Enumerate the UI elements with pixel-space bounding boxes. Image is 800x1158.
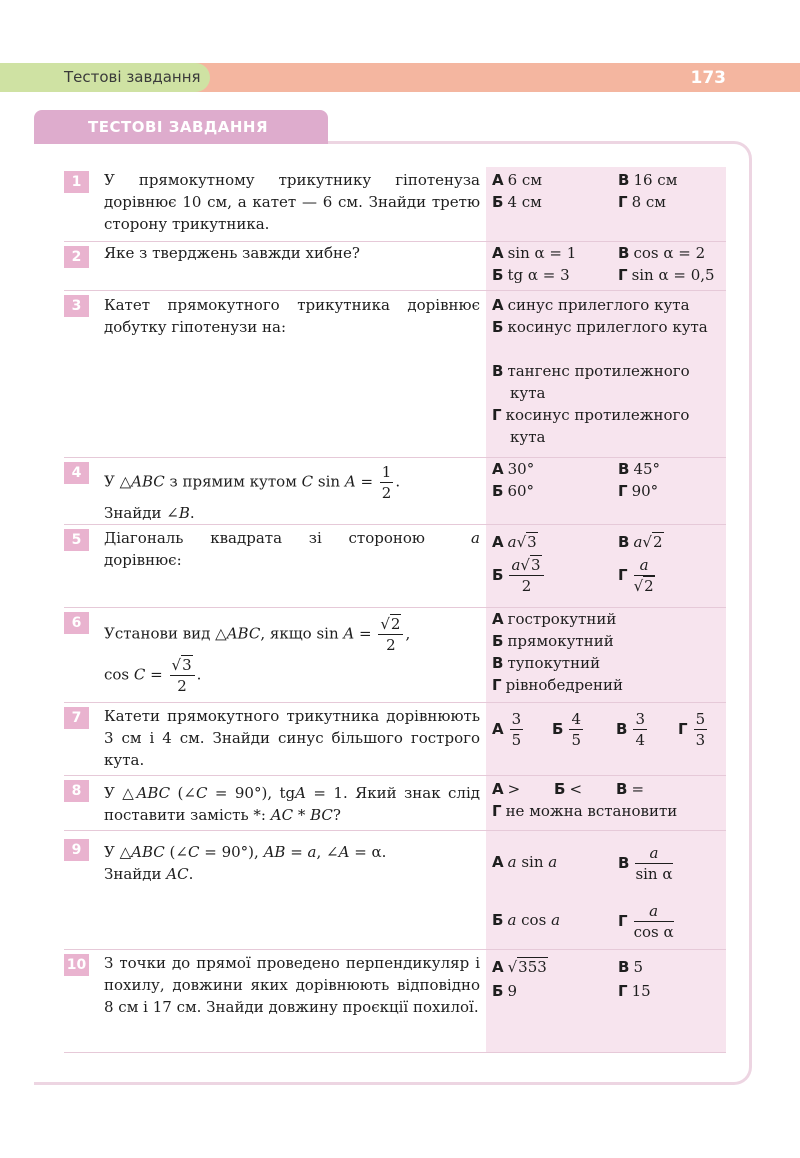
question-number: 7 [64,707,89,729]
answer-a[interactable]: А 6 см [492,171,542,189]
answer-v[interactable]: В $\frac{3}{4}$ [616,710,645,749]
question-row-9 [64,831,726,950]
answer-b[interactable]: Б 60° [492,482,535,500]
answer-a[interactable]: А $\frac{3}{5}$ [492,710,522,749]
answer-v[interactable]: В 45° [618,460,661,478]
answer-b[interactable]: Б косинус прилеглого кута [492,318,708,336]
question-number: 3 [64,295,89,317]
section-name: Тестові завдання [64,68,201,86]
question-text: У △ABC з прямим кутом C sin A = $\frac{1}{2}$ . Знайди ∠B. [104,463,401,522]
answer-b[interactable]: Б $\frac{4}{5}$ [552,710,581,749]
answer-g[interactable]: Г 90° [618,482,659,500]
question-text: Установи вид △ABC, якщо sin A = $\frac{√2}{2}$ , cos C = $\frac{√3}{2}$ . [104,615,411,695]
question-row-3 [64,291,726,458]
answer-v[interactable]: В a√2 [618,533,663,551]
answer-g[interactable]: Г $\frac{a}{√2}$ [618,556,654,595]
question-number: 6 [64,612,89,634]
answer-g[interactable]: Г не можна встановити [492,802,678,820]
answer-b[interactable]: Б 9 [492,982,517,1000]
page-number: 173 [690,68,726,88]
answer-b[interactable]: Б < [554,780,583,798]
question-number: 5 [64,529,89,551]
answer-g[interactable]: Г 8 см [618,193,666,211]
answer-a[interactable]: А > [492,780,521,798]
answer-a[interactable]: А a√3 [492,533,537,551]
answer-g[interactable]: Г 15 [618,982,651,1000]
question-number: 1 [64,171,89,193]
answer-g[interactable]: Г sin α = 0,5 [618,266,715,284]
answer-g[interactable]: Г косинус протилежного кута [492,406,690,446]
question-number: 8 [64,780,89,802]
question-row-10 [64,950,726,1053]
answer-v[interactable]: В $\frac{a}{\text{sin α}}$ [618,844,673,883]
answer-v[interactable]: В 5 [618,958,643,976]
answer-b[interactable]: Б 4 см [492,193,542,211]
answer-b[interactable]: Б $\frac{a√3}{2}$ [492,555,546,596]
answer-a[interactable]: А гострокутний [492,610,617,628]
answer-g[interactable]: Г $\frac{5}{3}$ [678,710,706,749]
header-section-label [0,63,210,92]
question-number: 9 [64,839,89,861]
answer-b[interactable]: Б прямокутний [492,632,614,650]
section-title: ТЕСТОВІ ЗАВДАННЯ [88,118,269,136]
question-row-1 [64,167,726,242]
question-row-7 [64,703,726,776]
answer-a[interactable]: А a sin a [492,853,558,871]
answer-v[interactable]: В тупокутний [492,654,601,672]
answer-a[interactable]: А √353 [492,958,547,976]
answer-g[interactable]: Г рівнобедрений [492,676,624,694]
answer-v[interactable]: В cos α = 2 [618,244,706,262]
question-row-6 [64,608,726,703]
question-text: У прямокутному трикутнику гіпотенуза дорівнює 10 см, а катет — 6 см. Знайди третю сторону трикутника. [104,171,480,233]
question-number: 2 [64,246,89,268]
answer-v[interactable]: В тангенс протилежного кута [492,362,690,402]
section-tab [34,110,328,144]
question-text: З точки до прямої проведено перпендикуляр і похилу, довжини яких дорівнюють відповідно 8 см і 17 см. Знайди довжину проєкції похилої. [104,954,480,1016]
question-text: Яке з тверджень завжди хибне? [104,244,360,262]
question-text: Катет прямокутного трикутника дорівнює добутку гіпотенузи на: [104,296,480,336]
question-text: Катети прямокутного трикутника дорівнюють 3 см і 4 см. Знайди синус більшого гострого кута. [104,707,480,769]
answer-v[interactable]: В 16 см [618,171,678,189]
answer-a[interactable]: А 30° [492,460,535,478]
question-text: У △ABC (∠C = 90°), tgA = 1. Який знак слід поставити замість *: AC * BC? [104,784,480,824]
question-row-4 [64,458,726,525]
question-text: У △ABC (∠C = 90°), AB = a, ∠A = α. Знайди AC. [104,843,387,883]
question-row-5 [64,525,726,608]
question-text: Діагональ квадрата зі стороною a дорівнює: [104,529,480,569]
question-row-8 [64,776,726,831]
question-number: 10 [64,954,89,976]
fraction: $\frac{1}{2}$ [381,463,392,502]
answer-a[interactable]: А синус прилеглого кута [492,296,690,314]
answer-b[interactable]: Б a cos a [492,911,561,929]
header-bar [190,63,800,92]
answer-g[interactable]: Г $\frac{a}{\text{cos α}}$ [618,902,674,941]
answer-v[interactable]: В = [616,780,645,798]
answer-a[interactable]: А sin α = 1 [492,244,577,262]
question-row-2 [64,242,726,291]
question-number: 4 [64,462,89,484]
answer-b[interactable]: Б tg α = 3 [492,266,570,284]
